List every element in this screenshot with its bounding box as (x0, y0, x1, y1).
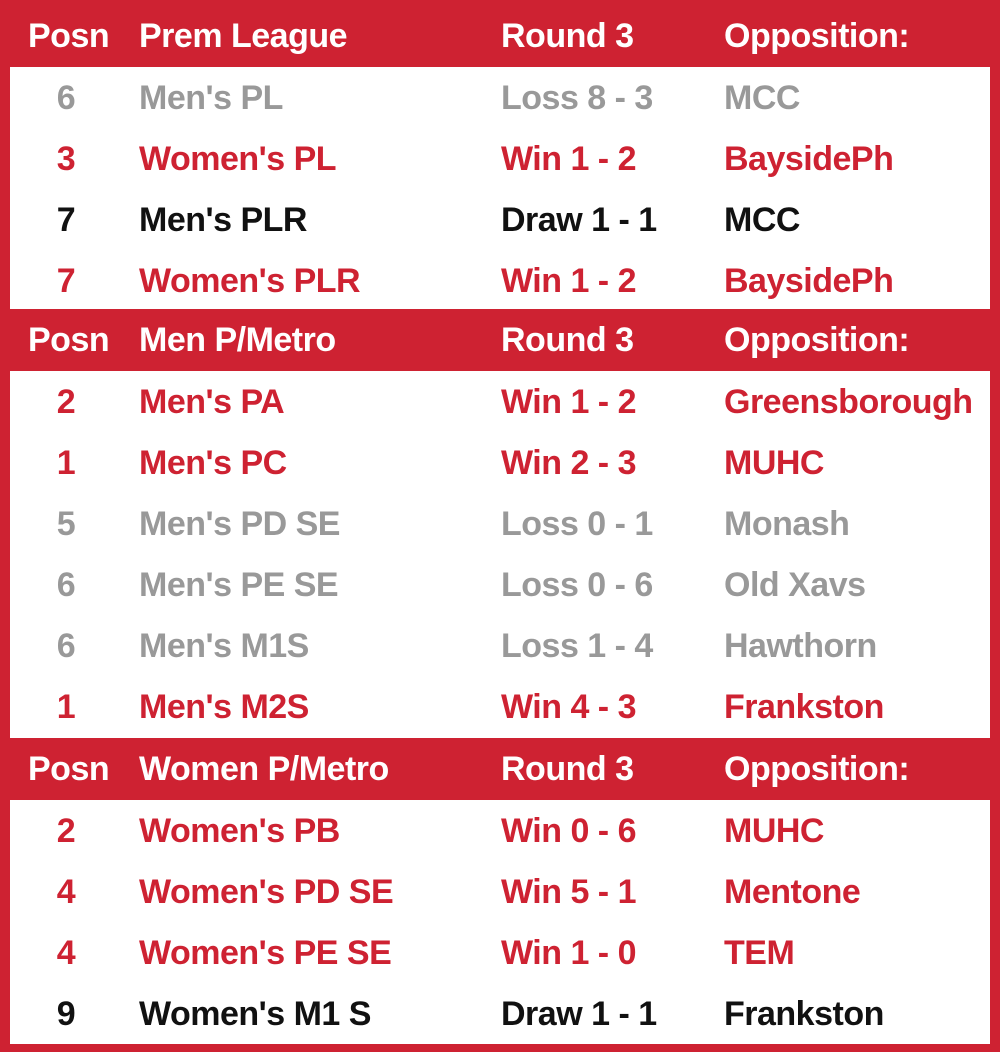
row-team: Women's PE SE (139, 933, 392, 972)
row-result: Win 1 - 0 (501, 933, 636, 972)
row-team: Men's M2S (139, 687, 309, 726)
row-posn: 1 (56, 443, 76, 482)
row-result: Win 1 - 2 (501, 139, 636, 178)
row-posn: 4 (56, 872, 76, 911)
table-row (0, 250, 980, 311)
header-posn: Posn (28, 321, 110, 359)
header-round: Round 3 (501, 321, 634, 359)
row-result: Win 1 - 2 (501, 382, 636, 421)
row-posn: 2 (56, 811, 76, 850)
row-opposition: Frankston (724, 687, 884, 726)
row-opposition: MCC (724, 200, 800, 239)
section-header (0, 309, 1000, 371)
row-posn: 6 (56, 626, 76, 665)
header-league: Men P/Metro (139, 321, 336, 359)
table-row (0, 189, 980, 250)
header-round: Round 3 (501, 750, 634, 788)
row-result: Win 1 - 2 (501, 261, 636, 300)
table-row (0, 922, 980, 983)
table-row (0, 67, 980, 128)
row-team: Men's M1S (139, 626, 309, 665)
section-body (10, 67, 990, 309)
row-opposition: MCC (724, 78, 800, 117)
row-posn: 5 (56, 504, 76, 543)
header-posn: Posn (28, 750, 110, 788)
table-row (0, 432, 980, 493)
row-opposition: Frankston (724, 994, 884, 1033)
row-posn: 6 (56, 565, 76, 604)
row-opposition: MUHC (724, 811, 824, 850)
row-posn: 2 (56, 382, 76, 421)
row-posn: 3 (56, 139, 76, 178)
row-opposition: Mentone (724, 872, 861, 911)
row-posn: 6 (56, 78, 76, 117)
row-result: Loss 8 - 3 (501, 78, 653, 117)
table-row (0, 615, 980, 676)
row-opposition: BaysidePh (724, 139, 894, 178)
row-team: Men's PL (139, 78, 283, 117)
table-row (0, 861, 980, 922)
row-result: Draw 1 - 1 (501, 994, 657, 1033)
section-body (10, 371, 990, 738)
row-posn: 1 (56, 687, 76, 726)
row-posn: 4 (56, 933, 76, 972)
section-header (0, 738, 1000, 800)
row-opposition: Monash (724, 504, 850, 543)
row-result: Win 5 - 1 (501, 872, 636, 911)
row-result: Win 0 - 6 (501, 811, 636, 850)
table-row (0, 676, 980, 737)
row-posn: 7 (56, 200, 76, 239)
header-league: Prem League (139, 17, 348, 55)
section-body (10, 800, 990, 1044)
header-opposition: Opposition: (724, 750, 910, 788)
header-posn: Posn (28, 17, 110, 55)
table-row (0, 128, 980, 189)
section-prem-league (0, 5, 1000, 309)
row-team: Men's PE SE (139, 565, 339, 604)
section-header (0, 5, 1000, 67)
header-league: Women P/Metro (139, 750, 389, 788)
row-team: Women's PB (139, 811, 340, 850)
row-opposition: Greensborough (724, 382, 973, 421)
table-row (0, 371, 980, 432)
row-team: Women's PL (139, 139, 337, 178)
row-team: Women's M1 S (139, 994, 371, 1033)
row-result: Win 4 - 3 (501, 687, 636, 726)
table-row (0, 983, 980, 1044)
table-row (0, 554, 980, 615)
row-posn: 7 (56, 261, 76, 300)
row-opposition: Old Xavs (724, 565, 866, 604)
row-result: Loss 1 - 4 (501, 626, 653, 665)
row-opposition: BaysidePh (724, 261, 894, 300)
table-row (0, 493, 980, 554)
table-row (0, 800, 980, 861)
row-opposition: TEM (724, 933, 795, 972)
row-opposition: Hawthorn (724, 626, 877, 665)
section-women-pmetro (0, 738, 1000, 1044)
row-team: Men's PD SE (139, 504, 340, 543)
row-team: Women's PD SE (139, 872, 394, 911)
row-team: Men's PC (139, 443, 287, 482)
row-result: Loss 0 - 6 (501, 565, 653, 604)
row-result: Loss 0 - 1 (501, 504, 653, 543)
row-opposition: MUHC (724, 443, 824, 482)
row-posn: 9 (56, 994, 76, 1033)
header-round: Round 3 (501, 17, 634, 55)
header-opposition: Opposition: (724, 321, 910, 359)
row-result: Draw 1 - 1 (501, 200, 657, 239)
row-result: Win 2 - 3 (501, 443, 636, 482)
row-team: Men's PA (139, 382, 285, 421)
row-team: Men's PLR (139, 200, 307, 239)
row-team: Women's PLR (139, 261, 361, 300)
section-men-pmetro (0, 309, 1000, 738)
header-opposition: Opposition: (724, 17, 910, 55)
